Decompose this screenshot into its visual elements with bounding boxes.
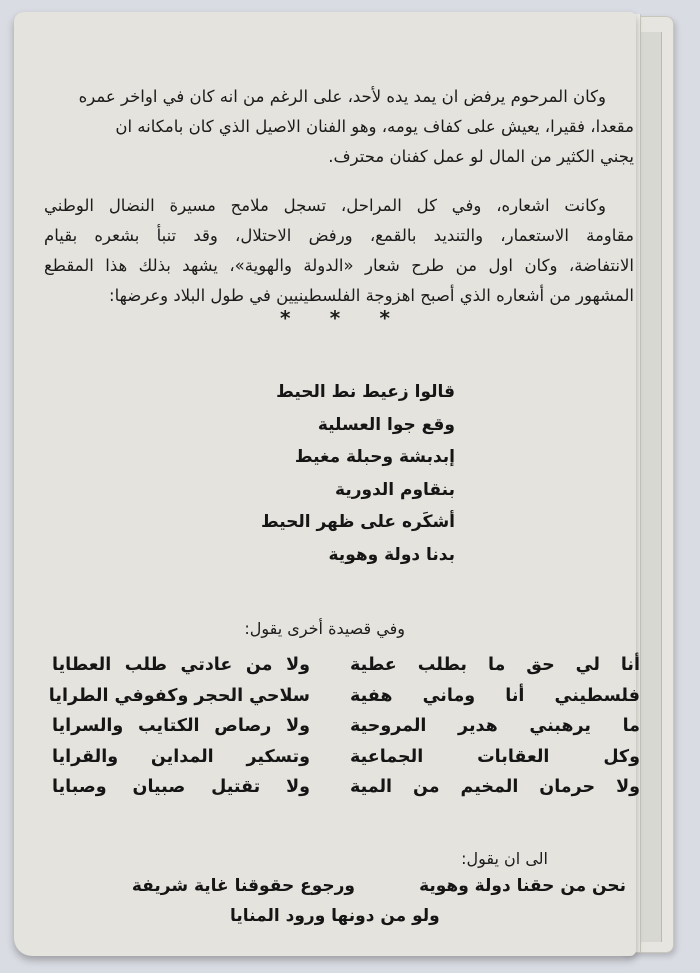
poem-3-right-hemistich: نحن من حقنا دولة وهوية — [419, 876, 626, 896]
poem-3-left-hemistich: ورجوع حقوقنا غاية شريفة — [131, 876, 355, 896]
poem-2-intro: وفي قصيدة أخرى يقول: — [244, 619, 405, 638]
poem-3-intro: الى ان يقول: — [461, 849, 548, 868]
poem-verse: ولا رصاص الكتايب والسرايا — [52, 716, 310, 736]
paragraph-line: وكان المرحوم يرفض ان يمد يده لأحد، على الرغم من انه كان في اواخر عمره — [78, 87, 606, 106]
book-spine-edge — [640, 32, 662, 942]
asterisk-icon: * — [280, 306, 291, 330]
paragraph-line: يجني الكثير من المال لو عمل كفنان محترف. — [328, 147, 634, 166]
poem-verse: ولا من عادتي طلب العطايا — [52, 655, 310, 675]
poem-verse: فلسطيني أنا وماني هفية — [350, 685, 640, 706]
poem-verse: وقع جوا العسلية — [317, 414, 455, 435]
paragraph-2 — [44, 191, 634, 311]
paragraph-line: الانتفاضة، وكان اول من طرح شعار «الدولة والهوية»، يشهد بذلك هذا المقطع — [44, 256, 634, 275]
poem-verse: قالوا زعيط نط الحيط — [276, 382, 455, 402]
poem-verse: وكل العقابات الجماعية — [350, 746, 640, 767]
asterisk-icon: * — [329, 306, 341, 330]
poem-verse: وتسكير المداين والقرايا — [52, 746, 310, 767]
poem-1 — [261, 376, 455, 571]
paragraph-line: المشهور من أشعاره الذي أصبح اهزوجة الفلسطينيين في طول البلاد وعرضها: — [109, 286, 634, 305]
poem-verse: بنقاوم الدورية — [335, 479, 455, 500]
poem-verse: أشكَره على ظهر الحيط — [261, 512, 455, 532]
poem-2-right-column — [350, 650, 640, 803]
asterisk-icon: * — [379, 306, 390, 330]
paragraph-line: وكانت اشعاره، وفي كل المراحل، تسجل ملامح مسيرة النضال الوطني — [44, 196, 606, 215]
poem-verse: سلاحي الحجر وكفوفي الطرايا — [48, 685, 310, 706]
paragraph-line: مقاومة الاستعمار، والتنديد بالقمع، ورفض الاحتلال، وقد تنبأ بشعره بقيام — [44, 226, 634, 245]
paragraph-1 — [79, 82, 634, 172]
poem-verse: ولا حرمان المخيم من المية — [350, 777, 640, 797]
poem-verse: ما يرهبني هدير المروحية — [350, 716, 640, 736]
poem-3-closing-verse: ولو من دونها ورود المنايا — [230, 906, 440, 926]
section-separator — [280, 306, 390, 330]
poem-verse: أنا لي حق ما بطلب عطية — [350, 655, 640, 675]
poem-verse: ولا تقتيل صبيان وصبايا — [52, 777, 310, 797]
poem-verse: بدنا دولة وهوية — [328, 544, 455, 565]
poem-2-left-column — [48, 650, 310, 803]
paragraph-line: مقعدا، فقيرا، يعيش على كفاف يومه، وهو الفنان الاصيل الذي كان بامكانه ان — [115, 117, 634, 136]
poem-verse: إبدبشة وحبلة مغيط — [294, 447, 455, 467]
